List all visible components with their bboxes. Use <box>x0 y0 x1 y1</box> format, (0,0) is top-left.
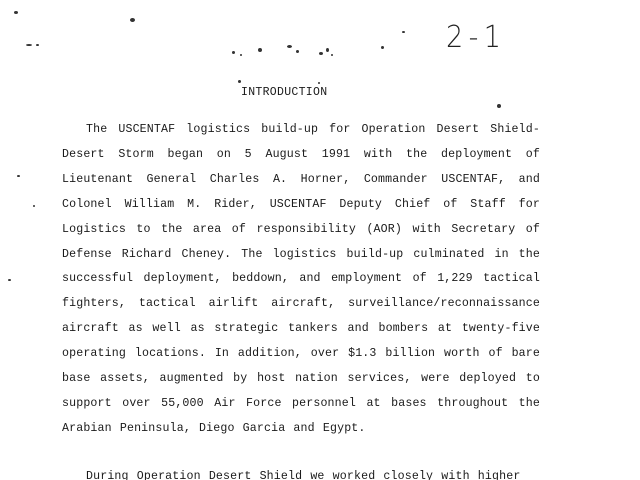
scan-speck <box>240 54 242 56</box>
scan-speck <box>326 48 329 52</box>
scan-speck <box>33 205 35 207</box>
scan-speck <box>497 104 501 108</box>
scan-speck <box>17 175 20 177</box>
page-number: 2-1 <box>446 20 507 55</box>
scan-speck <box>8 279 11 281</box>
scan-speck <box>318 82 320 84</box>
scan-speck <box>36 44 39 46</box>
paragraph-2: During Operation Desert Shield we worked closely with higher <box>86 470 521 480</box>
section-heading: INTRODUCTION <box>241 86 328 99</box>
scan-speck <box>296 50 299 53</box>
scan-speck <box>319 52 323 55</box>
scan-speck <box>331 54 333 56</box>
scan-speck <box>232 51 235 54</box>
scan-speck <box>258 48 262 52</box>
scan-speck <box>26 44 32 46</box>
scan-speck <box>130 18 135 22</box>
scan-speck <box>287 45 292 48</box>
scan-speck <box>14 11 18 14</box>
scan-speck <box>238 80 241 83</box>
scan-speck <box>402 31 405 33</box>
paragraph-1: The USCENTAF logistics build-up for Operation Desert Shield-Desert Storm began on 5 August 1991 with the deployment of Lieutenant General Charles A. Horner, Commander USCENTAF, and Colonel William M. Rider, USCENTAF Deputy Chief of Staff for Logistics to the area of responsibility (AOR) with Secretary of Defense Richard Cheney. The logistics build-up culminated in the successful deployment, beddown, and employment of 1,229 tactical fighters, tactical airlift aircraft, surveillance/reconnaissance aircraft as well as strategic tankers and bombers at twenty-five operating locations. In addition, over $1.3 billion worth of bare base assets, augmented by host nation services, were deployed to support over 55,000 Air Force personnel at bases throughout the Arabian Peninsula, Diego Garcia and Egypt. <box>62 123 540 435</box>
scan-speck <box>381 46 384 49</box>
